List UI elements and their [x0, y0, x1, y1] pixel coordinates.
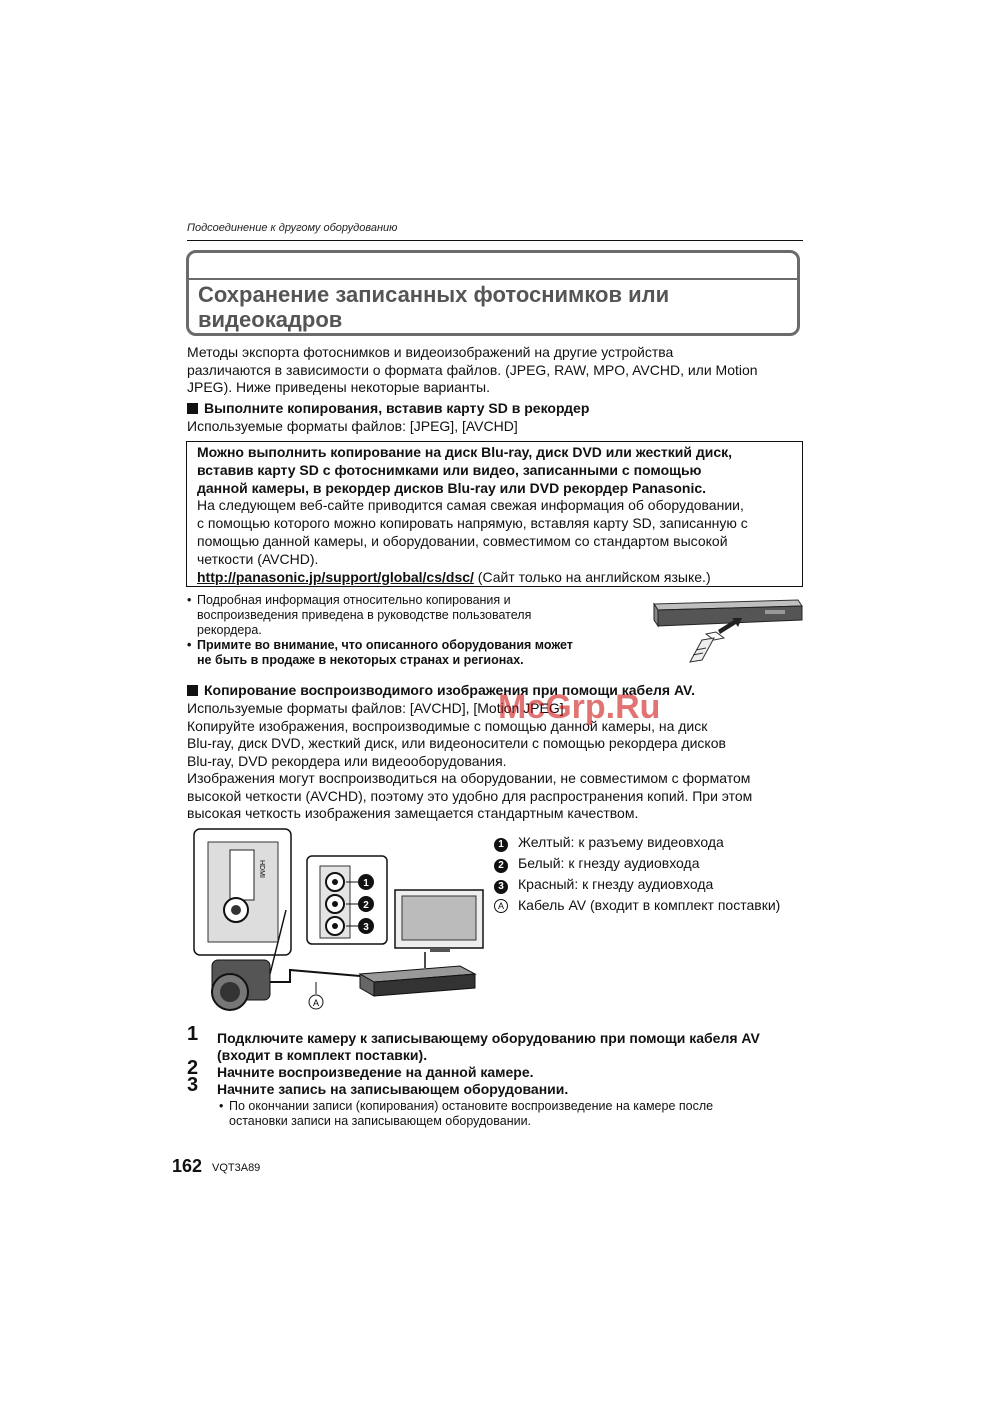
marker-2-icon: 2 — [494, 859, 508, 873]
page-title-line1: Сохранение записанных фотоснимков или — [198, 282, 670, 307]
label-a-text: A — [312, 998, 320, 1008]
step-number: 1 — [187, 1023, 199, 1045]
note-bold-line: Можно выполнить копирование на диск Blu-ray, диск DVD или жесткий диск, — [197, 444, 733, 460]
legend-text: Белый: к гнезду аудиовхода — [518, 855, 700, 871]
marker-1-text: 1 — [363, 878, 369, 889]
section2-body — [187, 700, 807, 823]
marker-3-icon: 3 — [494, 880, 508, 894]
note-content — [197, 444, 797, 586]
marker-a-icon: A — [494, 899, 508, 913]
page-title-line2: видеокадров — [198, 307, 343, 332]
bullet-line: • Подробная информация относительно копирования и — [197, 593, 511, 607]
support-link[interactable]: http://panasonic.jp/support/global/cs/dsc/ — [197, 568, 474, 585]
legend — [494, 832, 780, 916]
watermark: McGrp.Ru — [498, 688, 661, 726]
jack-white-core — [332, 901, 338, 907]
recorder-slot — [765, 610, 785, 614]
note-line: помощью данной камеры, и оборудовании, совместимом со стандартом высокой — [197, 532, 728, 549]
step-note-line: остановки записи на записывающем оборудовании. — [229, 1114, 532, 1128]
section1-heading — [187, 400, 589, 418]
legend-text: Желтый: к разъему видеовхода — [518, 834, 724, 850]
step-note — [219, 1099, 807, 1129]
tv-stand — [430, 948, 450, 952]
note-line: четкости (AVCHD). — [197, 550, 319, 567]
bullet-line: рекордера. — [197, 623, 262, 637]
recorder-sd-illustration — [640, 596, 805, 664]
section2-formats: Используемые форматы файлов: [AVCHD], [Motion JPEG] — [187, 700, 564, 716]
intro-line: JPEG). Ниже приведены некоторые варианты. — [187, 379, 490, 395]
step-number: 3 — [187, 1074, 199, 1096]
step-line: Начните запись на записывающем оборудовании. — [217, 1081, 569, 1097]
title-topbar — [189, 253, 797, 280]
section2-line: Blu-ray, DVD рекордера или видеооборудования. — [187, 752, 507, 769]
link-suffix: (Сайт только на английском языке.) — [473, 568, 711, 585]
section1-heading-text: Выполните копирования, вставив карту SD в рекордер — [204, 400, 590, 416]
step-number: 2 — [187, 1057, 199, 1079]
jack-yellow-core — [332, 879, 338, 885]
av-out-port-core — [231, 905, 241, 915]
header-rule — [187, 240, 803, 241]
intro-line: Методы экспорта фотоснимков и видеоизображений на другие устройства — [187, 344, 674, 360]
intro-paragraph — [187, 344, 807, 397]
intro-line: различаются в зависимости о формата файлов. (JPEG, RAW, MPO, AVCHD, или Motion — [187, 361, 758, 378]
camera-lens-glass — [220, 982, 240, 1002]
bullet-list-1 — [187, 593, 627, 668]
marker-2-text: 2 — [363, 900, 369, 911]
legend-text: Красный: к гнезду аудиовхода — [518, 876, 714, 892]
marker-3-text: 3 — [363, 922, 369, 933]
note-line: с помощью которого можно копировать напрямую, вставляя карту SD, записанную с — [197, 515, 748, 532]
square-bullet-icon — [187, 403, 198, 414]
av-connection-diagram — [190, 826, 490, 1022]
step-1 — [187, 1023, 807, 1064]
step-note-line: • По окончании записи (копирования) остановите воспроизведение на камере после — [229, 1099, 714, 1113]
legend-item — [494, 895, 780, 916]
page-title — [198, 282, 788, 332]
legend-item — [494, 832, 780, 853]
bullet-line: не быть в продаже в некоторых странах и регионах. — [197, 653, 524, 667]
bullet-line: • Примите во внимание, что описанного оборудования может — [197, 638, 573, 652]
running-header: Подсоединение к другому оборудованию — [187, 222, 398, 234]
legend-item — [494, 853, 780, 874]
step-line: (входит в комплект поставки). — [217, 1047, 428, 1063]
note-link-line — [197, 569, 797, 587]
section2-line: Blu-ray, диск DVD, жесткий диск, или видеоносители с помощью рекордера дисков — [187, 735, 726, 751]
steps — [187, 1023, 807, 1129]
tv-screen — [402, 896, 476, 940]
step-line: Подключите камеру к записывающему оборудованию при помощи кабеля AV — [217, 1030, 760, 1046]
note-bold-line: вставив карту SD с фотоснимками или видео, записанными с помощью — [197, 461, 702, 478]
note-bold-line: данной камеры, в рекордер дисков Blu-ray или DVD рекордер Panasonic. — [197, 479, 707, 496]
section2-line: Копируйте изображения, воспроизводимые с помощью данной камеры, на диск — [187, 717, 708, 734]
page-number: 162 — [172, 1156, 203, 1176]
step-line: Начните воспроизведение на данной камере. — [217, 1064, 534, 1080]
section2-line: высокой четкости (AVCHD), поэтому это удобно для распространения копий. При этом — [187, 787, 753, 804]
bullet-line: воспроизведения приведена в руководстве пользователя — [197, 608, 532, 622]
bullet-item — [187, 593, 627, 638]
hdmi-port — [230, 850, 254, 900]
marker-1-icon: 1 — [494, 838, 508, 852]
section2-line: высокая четкость изображения замещается стандартным качеством. — [187, 805, 639, 821]
legend-text: Кабель AV (входит в комплект поставки) — [518, 897, 781, 913]
section2-line: Изображения могут воспроизводиться на оборудовании, не совместимом с форматом — [187, 770, 751, 786]
step-3 — [187, 1074, 807, 1098]
note-line: На следующем веб-сайте приводится самая свежая информация об оборудовании, — [197, 497, 744, 514]
section2-heading-text: Копирование воспроизводимого изображения при помощи кабеля AV. — [204, 682, 695, 698]
doc-code: VQT3A89 — [212, 1162, 261, 1174]
section1-formats: Используемые форматы файлов: [JPEG], [AVCHD] — [187, 418, 518, 434]
jack-red-core — [332, 923, 338, 929]
legend-item — [494, 874, 780, 895]
bullet-item-bold — [187, 638, 627, 668]
sd-card-body — [690, 638, 714, 662]
hdmi-label: HDMI — [258, 860, 265, 878]
square-bullet-icon — [187, 685, 198, 696]
av-cable — [270, 970, 360, 982]
step-2 — [187, 1057, 807, 1081]
